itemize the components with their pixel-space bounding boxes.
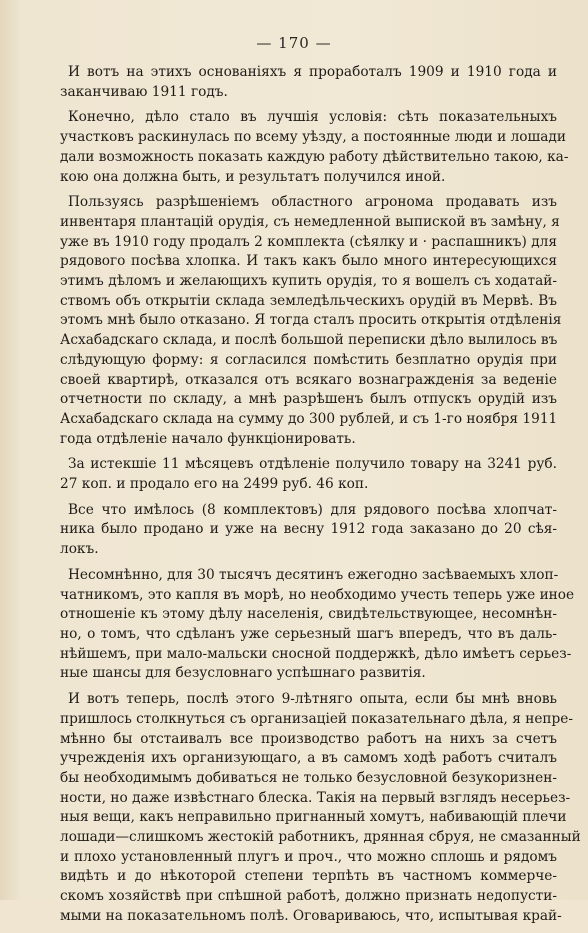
text-line: мыми на показательномъ полѣ. Оговариваюсь, что, испытывая край-	[60, 907, 562, 924]
text-line: этомъ мнѣ было отказано. Я тогда сталъ просить открытія отдѣленія	[60, 312, 562, 329]
text-line: мѣнно бы отстаивалъ все производство работъ на нихъ за счетъ	[60, 730, 557, 747]
text-line: дали возможность показать каждую работу дѣйствительно такою, ка-	[60, 148, 569, 165]
text-line: инвентаря плантацій орудія, съ немедленной выпиской въ замѣну, я	[60, 213, 560, 230]
body-text	[60, 63, 581, 933]
text-line: рядового посѣва хлопка. И такъ какъ было много интересующихся	[60, 253, 557, 270]
text-line: участковъ раскинулась по всему уѣзду, а постоянные люди и лошади	[60, 129, 566, 146]
text-line: ныя вещи, какъ неправильно пригнанный хомутъ, набивающій плечи	[60, 809, 567, 826]
text-line: нѣйшемъ, при мало-мальски сносной поддержкѣ, дѣло имѣетъ серьез-	[60, 645, 572, 662]
text-line: И вотъ теперь, послѣ этого 9-лѣтняго опыта, если бы мнѣ вновь	[68, 691, 557, 708]
text-line: заканчиваю 1911 годъ.	[60, 83, 228, 100]
paragraph-1	[60, 63, 557, 102]
text-line: уже въ 1910 году продалъ 2 комплекта (сѣялку и · распашникъ) для	[60, 233, 557, 250]
text-line: слѣдующую форму: я согласился помѣстить безплатно орудія при	[60, 351, 557, 368]
text-line: 27 коп. и продало его на 2499 руб. 46 коп.	[60, 476, 369, 493]
text-line: За истекшіе 11 мѣсяцевъ отдѣленіе получило товару на 3241 руб.	[68, 456, 557, 473]
text-line: ствомъ объ открытіи склада земледѣльческихъ орудій въ Мервѣ. Въ	[60, 292, 557, 309]
text-line: видѣть и до нѣкоторой степени терпѣть въ частномъ коммерче-	[60, 868, 557, 885]
paragraph-4	[60, 455, 557, 494]
text-line: кою она должна быть, и результатъ получился иной.	[60, 168, 446, 185]
text-line: Несомнѣнно, для 30 тысячъ десятинъ ежегодно засѣваемыхъ хлоп-	[68, 566, 559, 583]
text-line: Пользуясь разрѣшеніемъ областного агронома продавать изъ	[68, 194, 557, 211]
text-line: чатникомъ, это капля въ морѣ, но необходимо учесть теперь уже иное	[60, 586, 575, 603]
text-line: скомъ хозяйствѣ при спѣшной работѣ, должно признать недопусти-	[60, 888, 557, 905]
paragraph-2	[60, 108, 569, 187]
text-line: лошади—слишкомъ жестокій работникъ, дрянная сбруя, не смазанный	[60, 829, 581, 846]
page-number: — 170 —	[256, 34, 332, 52]
text-line: ности, но даже извѣстнаго блеска. Такія на первый взглядъ несерьез-	[60, 789, 571, 806]
text-line: И вотъ на этихъ основаніяхъ я проработалъ 1909 и 1910 года и	[68, 64, 557, 80]
paragraph-7	[60, 690, 581, 926]
text-line: отчетности по складу, а мнѣ разрѣшенъ былъ отпускъ орудій изъ	[60, 391, 557, 408]
text-line: Конечно, дѣло стало въ лучшія условія: сѣть показательныхъ	[68, 109, 557, 126]
text-line: пришлось столкнуться съ организаціей показательнаго дѣла, я непре-	[60, 710, 574, 727]
text-line: своей квартирѣ, отказался отъ всякаго вознагражденія за веденіе	[60, 371, 557, 388]
paragraph-5	[60, 501, 557, 560]
text-line: Асхабадскаго склада на сумму до 300 рублей, и съ 1-го ноября 1911	[60, 410, 558, 427]
text-line: локъ.	[60, 541, 99, 558]
text-line: Асхабадскаго склада, и послѣ большой переписки дѣло вылилось въ	[60, 332, 558, 349]
text-line: но, о томъ, что сдѣланъ уже серьезный шагъ впередъ, что въ даль-	[60, 625, 557, 642]
text-line: ника было продано и уже на весну 1912 года заказано до 20 сѣя-	[60, 521, 557, 538]
text-line: и плохо установленный плугъ и проч., что можно сплошь и рядомъ	[60, 848, 557, 865]
text-line: учрежденія ихъ организующаго, а въ самомъ ходѣ работъ считалъ	[60, 750, 557, 767]
paragraph-6	[60, 566, 575, 684]
text-line: Все что имѣлось (8 комплектовъ) для рядового посѣва хлопчат-	[68, 501, 557, 518]
text-line: отношеніе къ этому дѣлу населенія, свидѣтельствующее, несомнѣн-	[60, 606, 557, 623]
text-line: ные шансы для безусловнаго успѣшнаго развитія.	[60, 665, 426, 682]
text-line: года отдѣленіе начало функціонировать.	[60, 430, 356, 447]
text-line: этимъ дѣломъ и желающихъ купить орудія, то я вошелъ съ ходатай-	[60, 273, 557, 290]
text-line: бы необходимымъ добиваться не только безусловной безукоризнен-	[60, 769, 557, 786]
paragraph-3	[60, 193, 562, 449]
